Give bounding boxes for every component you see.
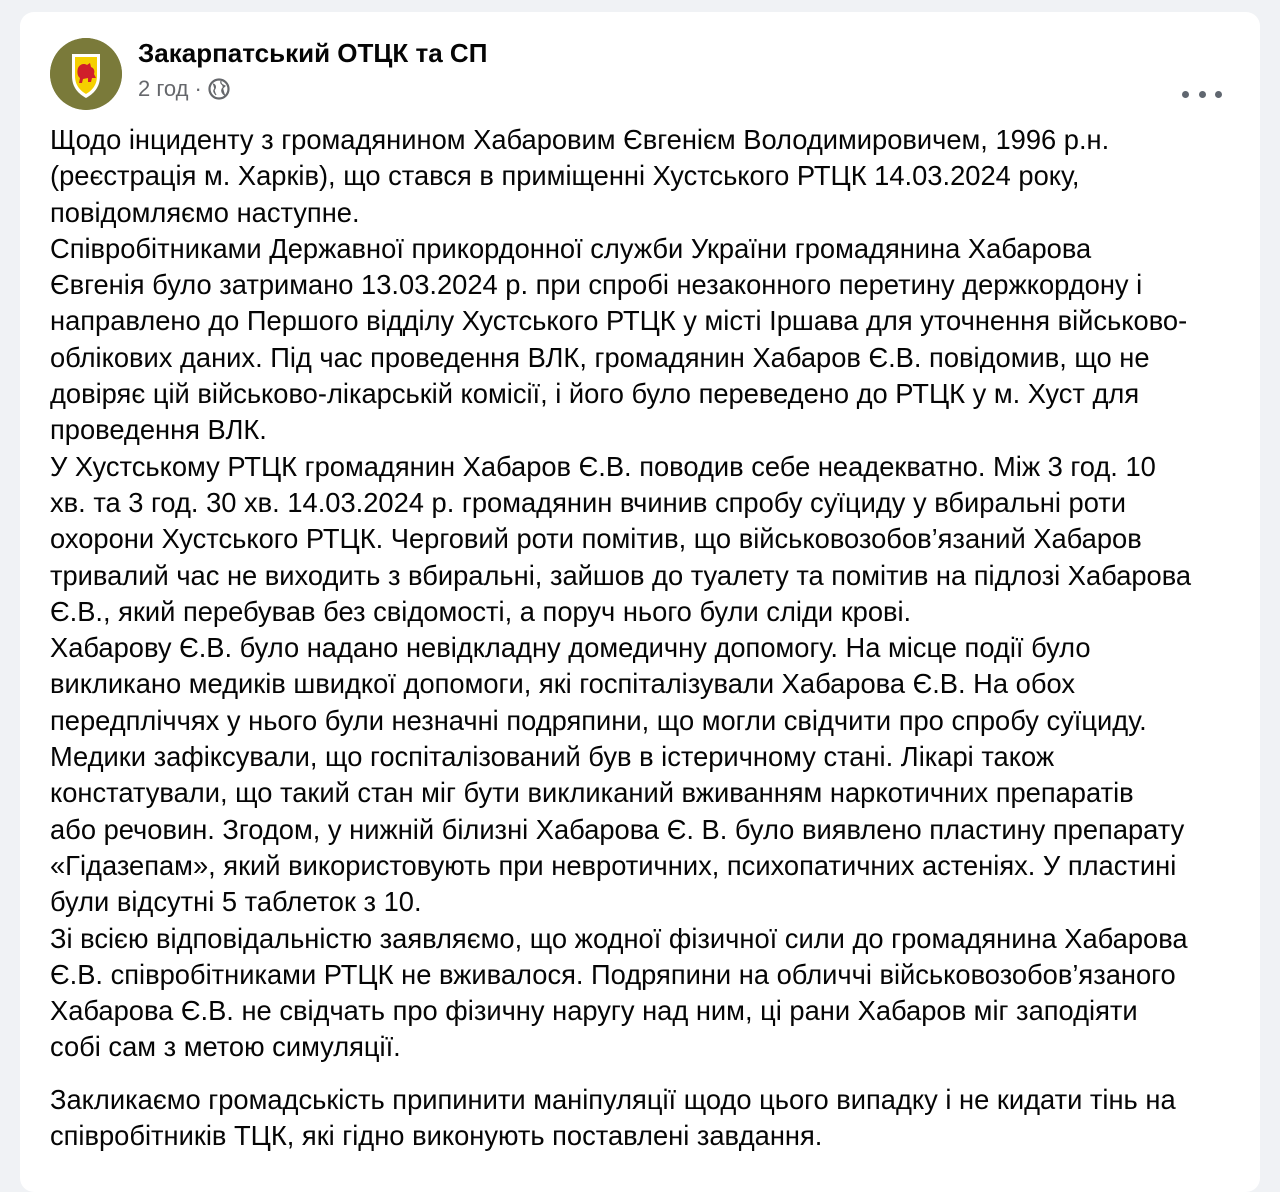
coat-of-arms-bear-icon bbox=[50, 38, 122, 110]
post-paragraph-3: У Хустському РТЦК громадянин Хабаров Є.В. поводив себе неадекватно. Між 3 год. 10 хв. та 3 год. 30 хв. 14.03.2024 р. громадянин вчинив спробу суїциду у вбиральні роти охорони Хустського РТЦК. Черговий роти помітив, що військовозобов’язаний Хабаров тривалий час не виходить з вбиральні, зайшов до туалету та помітив на підлозі Хабарова Є.В., який перебував без свідомості, а поруч нього були сліди крові. bbox=[50, 450, 1192, 627]
post-time[interactable]: 2 год bbox=[138, 76, 189, 101]
post-header bbox=[50, 36, 1230, 116]
more-options-button[interactable] bbox=[1174, 56, 1230, 92]
post-paragraph-5: Зі всією відповідальністю заявляємо, що жодної фізичної сили до громадянина Хабарова Є.В. співробітниками РТЦК не вживалося. Подряпини на обличчі військовозобов’язаного Хабарова Є.В. не свідчать про фізичну наругу над ним, ці рани Хабаров міг заподіяти собі сам з метою симуляції. bbox=[50, 922, 1188, 1063]
post-card bbox=[20, 12, 1260, 1192]
more-options-icon bbox=[1180, 82, 1224, 106]
meta-separator: · bbox=[194, 76, 202, 101]
post-paragraph-6: Закликаємо громадськість припинити маніпуляції щодо цього випадку і не кидати тінь на співробітників ТЦК, які гідно виконують поставлені завдання. bbox=[50, 1083, 1176, 1152]
post-paragraph-1: Щодо інциденту з громадянином Хабаровим Євгенієм Володимировичем, 1996 р.н. (реєстрація м. Харків), що стався в приміщенні Хустського РТЦК 14.03.2024 року, повідомляємо наступне. bbox=[50, 124, 1110, 228]
post-paragraph-4: Хабарову Є.В. було надано невідкладну домедичну допомогу. На місце події було викликано медиків швидкої допомоги, які госпіталізували Хабарова Є.В. На обох передпліччях у нього були незначні подряпини, що могли свідчити про спробу суїциду. Медики зафіксували, що госпіталізований був в істеричному стані. Лікарі також констатували, що такий стан міг бути викликаний вживанням наркотичних препаратів або речовин. Згодом, у нижній білизні Хабарова Є. В. було виявлено пластину препарату «Гідазепам», який використовують при невротичних, психопатичних астеніях. У пластині були відсутні 5 таблеток з 10. bbox=[50, 632, 1185, 918]
page-name[interactable]: Закарпатський ОТЦК та СП bbox=[138, 38, 488, 68]
page-avatar[interactable] bbox=[50, 38, 122, 110]
globe-icon bbox=[208, 78, 230, 100]
post-paragraph-2: Співробітниками Державної прикордонної служби України громадянина Хабарова Євгенія було затримано 13.03.2024 р. при спробі незаконного перетину держкордону і направлено до Першого відділу Хустського РТЦК у місті Іршава для уточнення військово- облікових даних. Під час проведення ВЛК, громадянин Хабаров Є.В. повідомив, що не довіряє цій військово-лікарській комісії, і його було переведено до РТЦК у м. Хуст для проведення ВЛК. bbox=[50, 232, 1188, 446]
post-body bbox=[50, 122, 1240, 1154]
post-meta bbox=[138, 76, 230, 102]
